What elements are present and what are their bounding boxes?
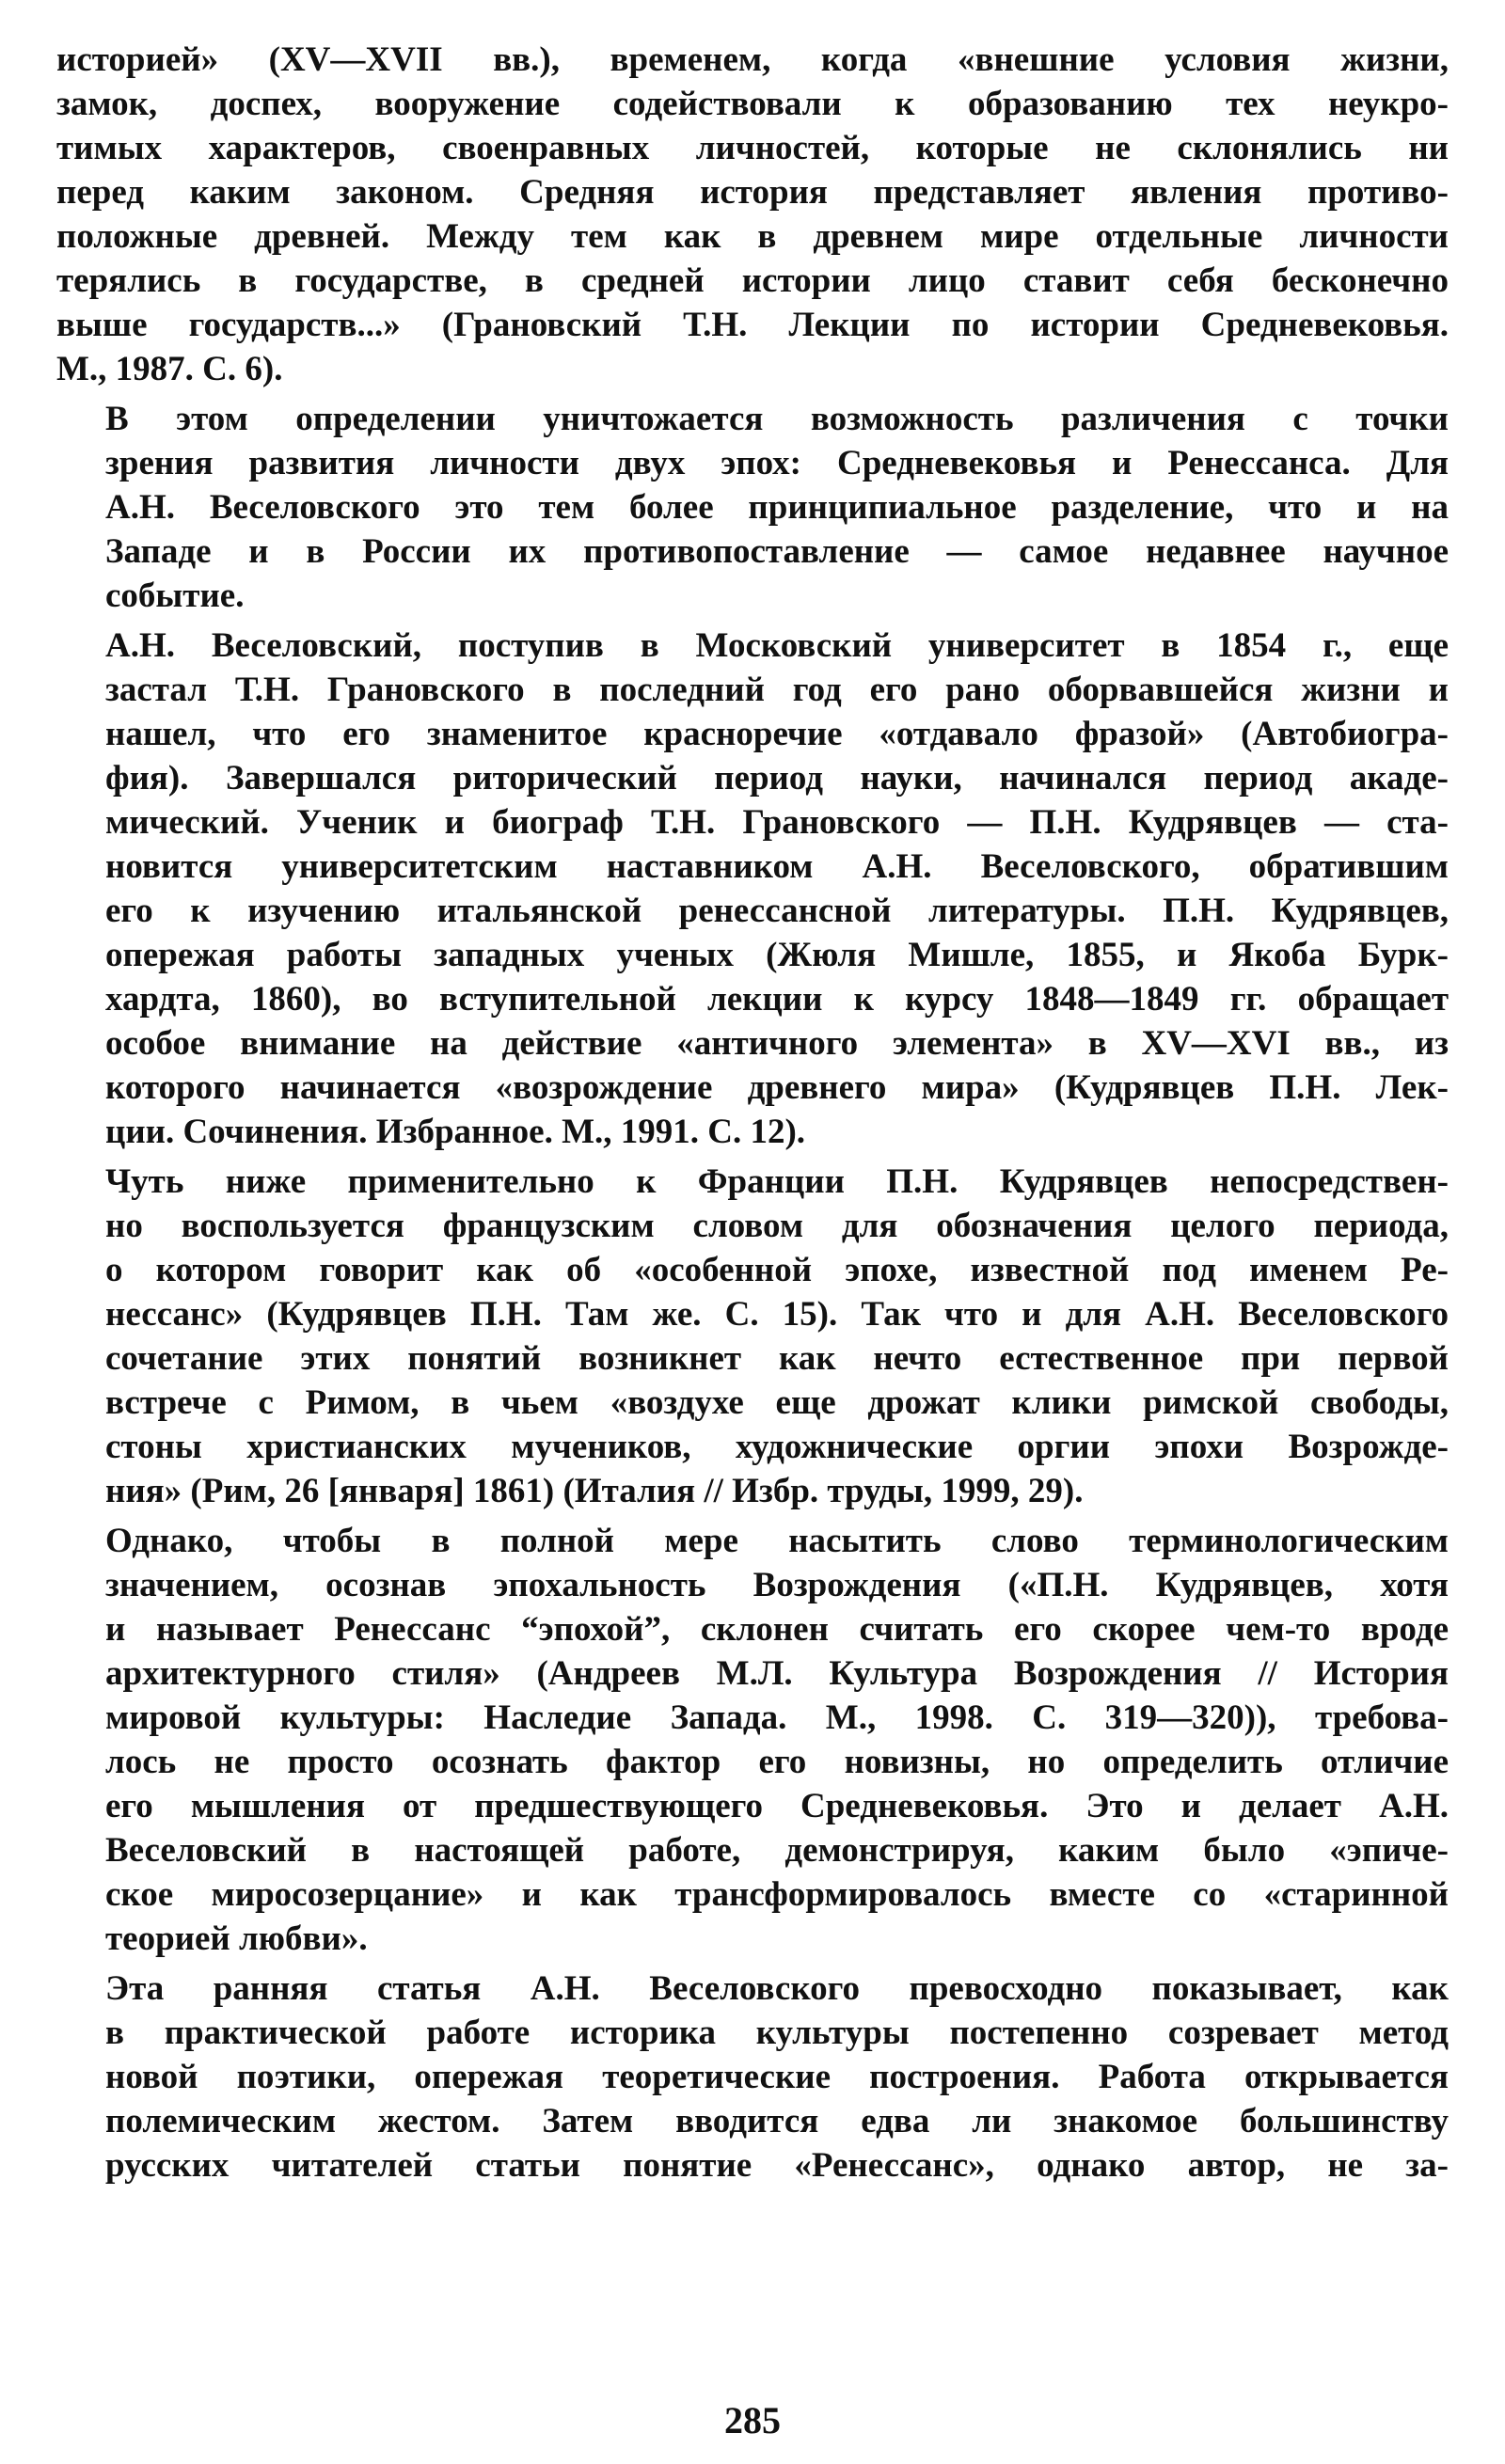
text-line: замок, доспех, вооружение содействовали к образованию тех неукро- <box>56 85 1449 123</box>
text-line: значением, осознав эпохальность Возрождения («П.Н. Кудрявцев, хотя <box>105 1566 1449 1604</box>
paragraph <box>56 397 1449 618</box>
text-line: В этом определении уничтожается возможность различения с точки <box>105 400 1449 438</box>
text-line: но воспользуется французским словом для обозначения целого периода, <box>105 1207 1449 1245</box>
text-line: сочетание этих понятий возникнет как нечто естественное при первой <box>105 1339 1449 1378</box>
body-text <box>56 38 1449 2188</box>
text-line: опережая работы западных ученых (Жюля Мишле, 1855, и Якоба Бурк- <box>105 936 1449 974</box>
text-line: которого начинается «возрождение древнего мира» (Кудрявцев П.Н. Лек- <box>105 1068 1449 1107</box>
text-line: лось не просто осознать фактор его новизны, но определить отличие <box>105 1743 1449 1781</box>
text-line: встрече с Римом, в чьем «воздухе еще дрожат клики римской свободы, <box>105 1383 1449 1422</box>
text-line: стоны христианских мучеников, художнические оргии эпохи Возрожде- <box>105 1428 1449 1466</box>
text-line: его к изучению итальянской ренессансной литературы. П.Н. Кудрявцев, <box>105 892 1449 930</box>
text-line: выше государств...» (Грановский Т.Н. Лекции по истории Средневековья. <box>56 306 1449 344</box>
text-line: ское миросозерцание» и как трансформировалось вместе со «старинной <box>105 1875 1449 1914</box>
text-line: полемическим жестом. Затем вводится едва ли знакомое большинству <box>105 2102 1449 2140</box>
text-line: застал Т.Н. Грановского в последний год его рано оборвавшейся жизни и <box>105 671 1449 709</box>
text-line: Чуть ниже применительно к Франции П.Н. Кудрявцев непосредствен- <box>105 1162 1449 1201</box>
text-line: Веселовский в настоящей работе, демонстрируя, каким было «эпиче- <box>105 1831 1449 1870</box>
text-line: тимых характеров, своенравных личностей, которые не склонялись ни <box>56 129 1449 167</box>
text-line: его мышления от предшествующего Средневековья. Это и делает А.Н. <box>105 1787 1449 1825</box>
text-line: новится университетским наставником А.Н. Веселовского, обратившим <box>105 847 1449 886</box>
text-line: нашел, что его знаменитое красноречие «отдавало фразой» (Автобиогра- <box>105 715 1449 753</box>
text-line: нессанс» (Кудрявцев П.Н. Там же. С. 15). Так что и для А.Н. Веселовского <box>105 1295 1449 1334</box>
text-line: теорией любви». <box>105 1919 368 1958</box>
text-line: мический. Ученик и биограф Т.Н. Грановского — П.Н. Кудрявцев — ста- <box>105 803 1449 842</box>
text-line: А.Н. Веселовский, поступив в Московский университет в 1854 г., еще <box>105 626 1449 665</box>
text-line: новой поэтики, опережая теоретические построения. Работа открывается <box>105 2058 1449 2096</box>
text-line: М., 1987. С. 6). <box>56 350 283 388</box>
text-line: и называет Ренессанс “эпохой”, склонен считать его скорее чем-то вроде <box>105 1610 1449 1649</box>
paragraph <box>56 1966 1449 2188</box>
text-line: перед каким законом. Средняя история представляет явления противо- <box>56 173 1449 212</box>
text-line: Западе и в России их противопоставление — самое недавнее научное <box>105 532 1449 571</box>
document-page <box>56 38 1449 2445</box>
text-line: русских читателей статьи понятие «Ренессанс», однако автор, не за- <box>105 2146 1449 2185</box>
text-line: хардта, 1860), во вступительной лекции к курсу 1848—1849 гг. обращает <box>105 980 1449 1019</box>
paragraph <box>56 38 1449 391</box>
paragraph <box>56 624 1449 1154</box>
text-line: терялись в государстве, в средней истории лицо ставит себя бесконечно <box>56 261 1449 300</box>
paragraph <box>56 1160 1449 1513</box>
page-number: 285 <box>724 2399 781 2441</box>
text-line: ния» (Рим, 26 [января] 1861) (Италия // Избр. труды, 1999, 29). <box>105 1472 1084 1510</box>
text-line: в практической работе историка культуры постепенно созревает метод <box>105 2014 1449 2052</box>
text-line: А.Н. Веселовского это тем более принципиальное разделение, что и на <box>105 488 1449 527</box>
text-line: зрения развития личности двух эпох: Средневековья и Ренессанса. Для <box>105 444 1449 482</box>
text-line: мировой культуры: Наследие Запада. М., 1998. С. 319—320)), требова- <box>105 1698 1449 1737</box>
text-line: положные древней. Между тем как в древнем мире отдельные личности <box>56 217 1449 256</box>
text-line: фия). Завершался риторический период науки, начинался период акаде- <box>105 759 1449 798</box>
text-line: событие. <box>105 577 245 615</box>
text-line: о котором говорит как об «особенной эпохе, известной под именем Ре- <box>105 1251 1449 1289</box>
text-line: особое внимание на действие «античного элемента» в XV—XVI вв., из <box>105 1024 1449 1063</box>
text-line: Эта ранняя статья А.Н. Веселовского превосходно показывает, как <box>105 1969 1449 2008</box>
text-line: ции. Сочинения. Избранное. М., 1991. С. 12). <box>105 1113 806 1151</box>
text-line: Однако, чтобы в полной мере насытить слово терминологическим <box>105 1522 1449 1560</box>
text-line: архитектурного стиля» (Андреев М.Л. Культура Возрождения // История <box>105 1654 1449 1693</box>
text-line: историей» (XV—XVII вв.), временем, когда «внешние условия жизни, <box>56 40 1449 79</box>
paragraph <box>56 1519 1449 1961</box>
